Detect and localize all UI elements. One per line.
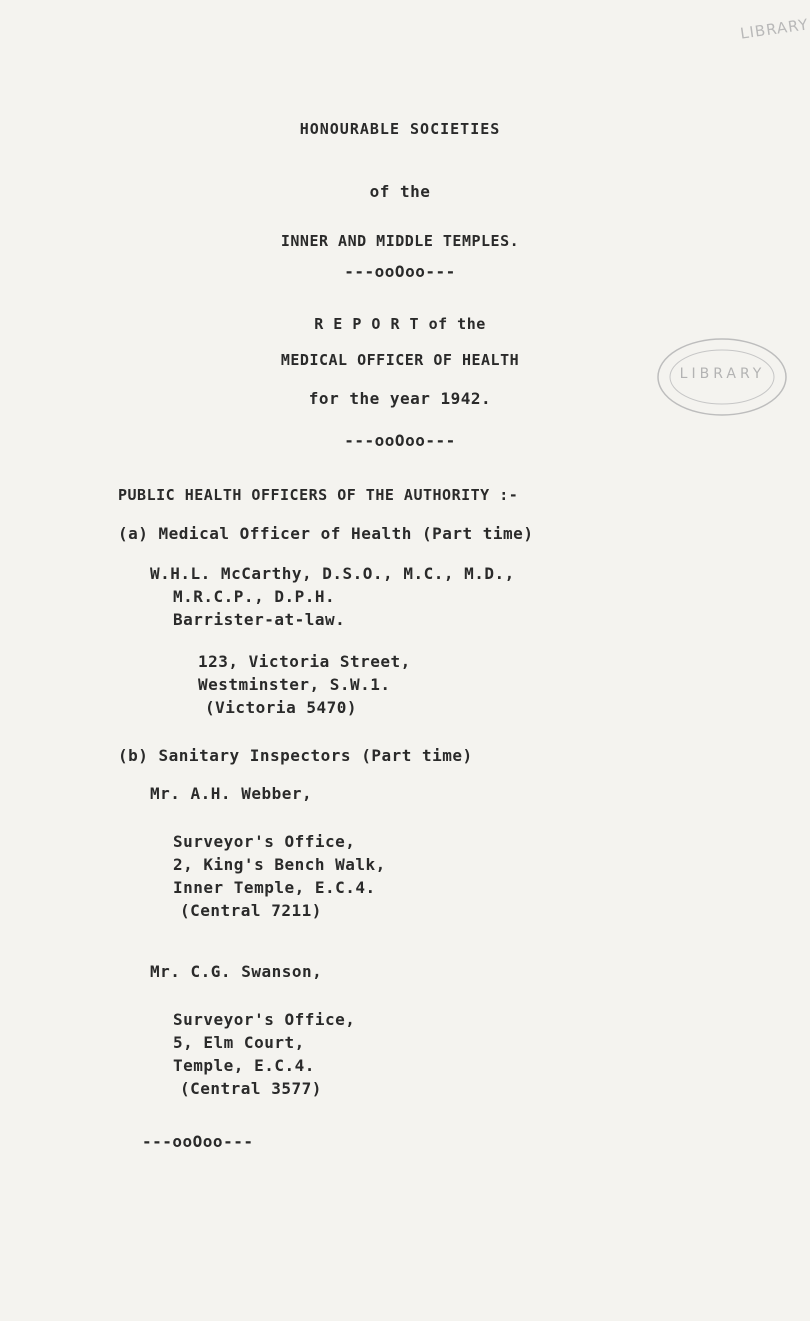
inspector-1-address-1: 2, King's Bench Walk, [173,855,386,874]
medical-officer-address-2: Westminster, S.W.1. [198,675,391,694]
inspector-2-office: Surveyor's Office, [173,1010,356,1029]
corner-library-mark: LIBRARY [739,15,810,43]
footer-divider: ---ooOoo--- [142,1132,254,1151]
report-year: for the year 1942. [308,389,492,408]
medical-officer-label: (a) Medical Officer of Health (Part time) [118,524,534,543]
inspector-2-phone: (Central 3577) [180,1079,322,1098]
medical-officer-name: W.H.L. McCarthy, D.S.O., M.C., M.D., [150,564,515,583]
of-the-line: of the [369,182,431,201]
inspector-2-address-2: Temple, E.C.4. [173,1056,315,1075]
temples-title: INNER AND MIDDLE TEMPLES. [280,232,520,250]
inspector-2-address-1: 5, Elm Court, [173,1033,305,1052]
medical-officer-title: MEDICAL OFFICER OF HEALTH [280,351,520,369]
inspector-2-name: Mr. C.G. Swanson, [150,962,323,981]
medical-officer-address-1: 123, Victoria Street, [198,652,411,671]
medical-officer-phone: (Victoria 5470) [205,698,357,717]
society-title: HONOURABLE SOCIETIES [299,120,501,138]
section-heading: PUBLIC HEALTH OFFICERS OF THE AUTHORITY :- [118,486,519,504]
header-divider-2: ---ooOoo--- [344,431,456,450]
medical-officer-profession: Barrister-at-law. [173,610,346,629]
inspector-1-phone: (Central 7211) [180,901,322,920]
report-title: R E P O R T of the [314,315,486,333]
library-stamp [655,336,790,418]
stamp-text: LIBRARY [679,366,766,382]
header-divider: ---ooOoo--- [344,262,456,281]
sanitary-inspectors-label: (b) Sanitary Inspectors (Part time) [118,746,473,765]
inspector-1-office: Surveyor's Office, [173,832,356,851]
inspector-1-name: Mr. A.H. Webber, [150,784,313,803]
medical-officer-qualifications: M.R.C.P., D.P.H. [173,587,336,606]
inspector-1-address-2: Inner Temple, E.C.4. [173,878,376,897]
